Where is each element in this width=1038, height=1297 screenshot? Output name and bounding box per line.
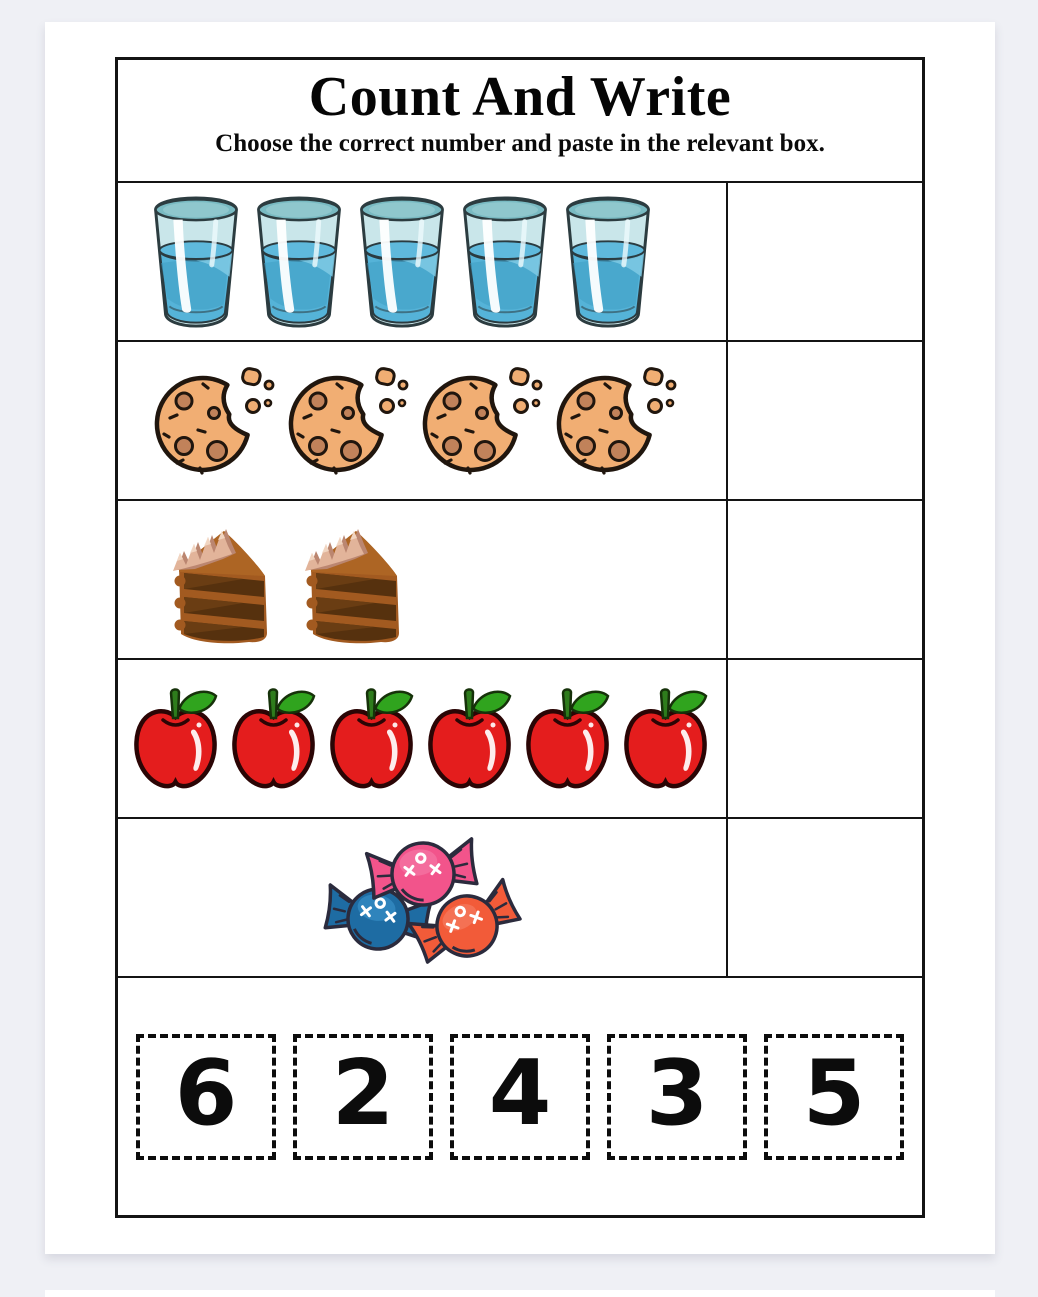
bitten-cookie-icon — [282, 360, 414, 482]
apple-icon — [617, 680, 714, 798]
number-card-value: 6 — [174, 1040, 238, 1146]
row-candies — [118, 819, 922, 978]
worksheet-header — [118, 60, 922, 183]
answer-box-candies[interactable] — [726, 819, 922, 976]
bitten-cookie-icon — [148, 360, 280, 482]
cakes-items — [118, 501, 726, 658]
number-card-value: 2 — [331, 1040, 395, 1146]
glass-of-water-icon — [146, 194, 246, 330]
apple-icon — [225, 680, 322, 798]
number-card[interactable] — [607, 1034, 747, 1160]
bitten-cookie-icon — [416, 360, 548, 482]
cake-slice-icon — [164, 513, 284, 647]
worksheet-table — [115, 57, 925, 1218]
cookies-items — [118, 342, 726, 499]
row-glasses — [118, 183, 922, 342]
row-cakes — [118, 501, 922, 660]
apple-icon — [421, 680, 518, 798]
cake-slice-icon — [296, 513, 416, 647]
glass-of-water-icon — [558, 194, 658, 330]
candies-items — [118, 819, 726, 976]
number-card-value: 5 — [802, 1040, 866, 1146]
glass-of-water-icon — [455, 194, 555, 330]
number-card-value: 4 — [488, 1040, 552, 1146]
page-subtitle: Choose the correct number and paste in the relevant box. — [215, 129, 825, 157]
number-card[interactable] — [293, 1034, 433, 1160]
worksheet-page — [45, 22, 995, 1254]
apple-icon — [323, 680, 420, 798]
number-card-value: 3 — [645, 1040, 709, 1146]
apples-items — [118, 660, 726, 817]
number-cards — [118, 978, 922, 1215]
number-card[interactable] — [450, 1034, 590, 1160]
apple-icon — [519, 680, 616, 798]
bitten-cookie-icon — [550, 360, 682, 482]
answer-box-cakes[interactable] — [726, 501, 922, 658]
apple-icon — [127, 680, 224, 798]
glass-of-water-icon — [352, 194, 452, 330]
row-cookies — [118, 342, 922, 501]
answer-box-cookies[interactable] — [726, 342, 922, 499]
candy-group-icon — [320, 829, 525, 967]
number-card[interactable] — [136, 1034, 276, 1160]
page-title: Count And Write — [308, 66, 732, 128]
answer-box-glasses[interactable] — [726, 183, 922, 340]
answer-box-apples[interactable] — [726, 660, 922, 817]
row-apples — [118, 660, 922, 819]
glass-of-water-icon — [249, 194, 349, 330]
next-page-edge — [45, 1290, 995, 1297]
number-card[interactable] — [764, 1034, 904, 1160]
glasses-items — [118, 183, 726, 340]
